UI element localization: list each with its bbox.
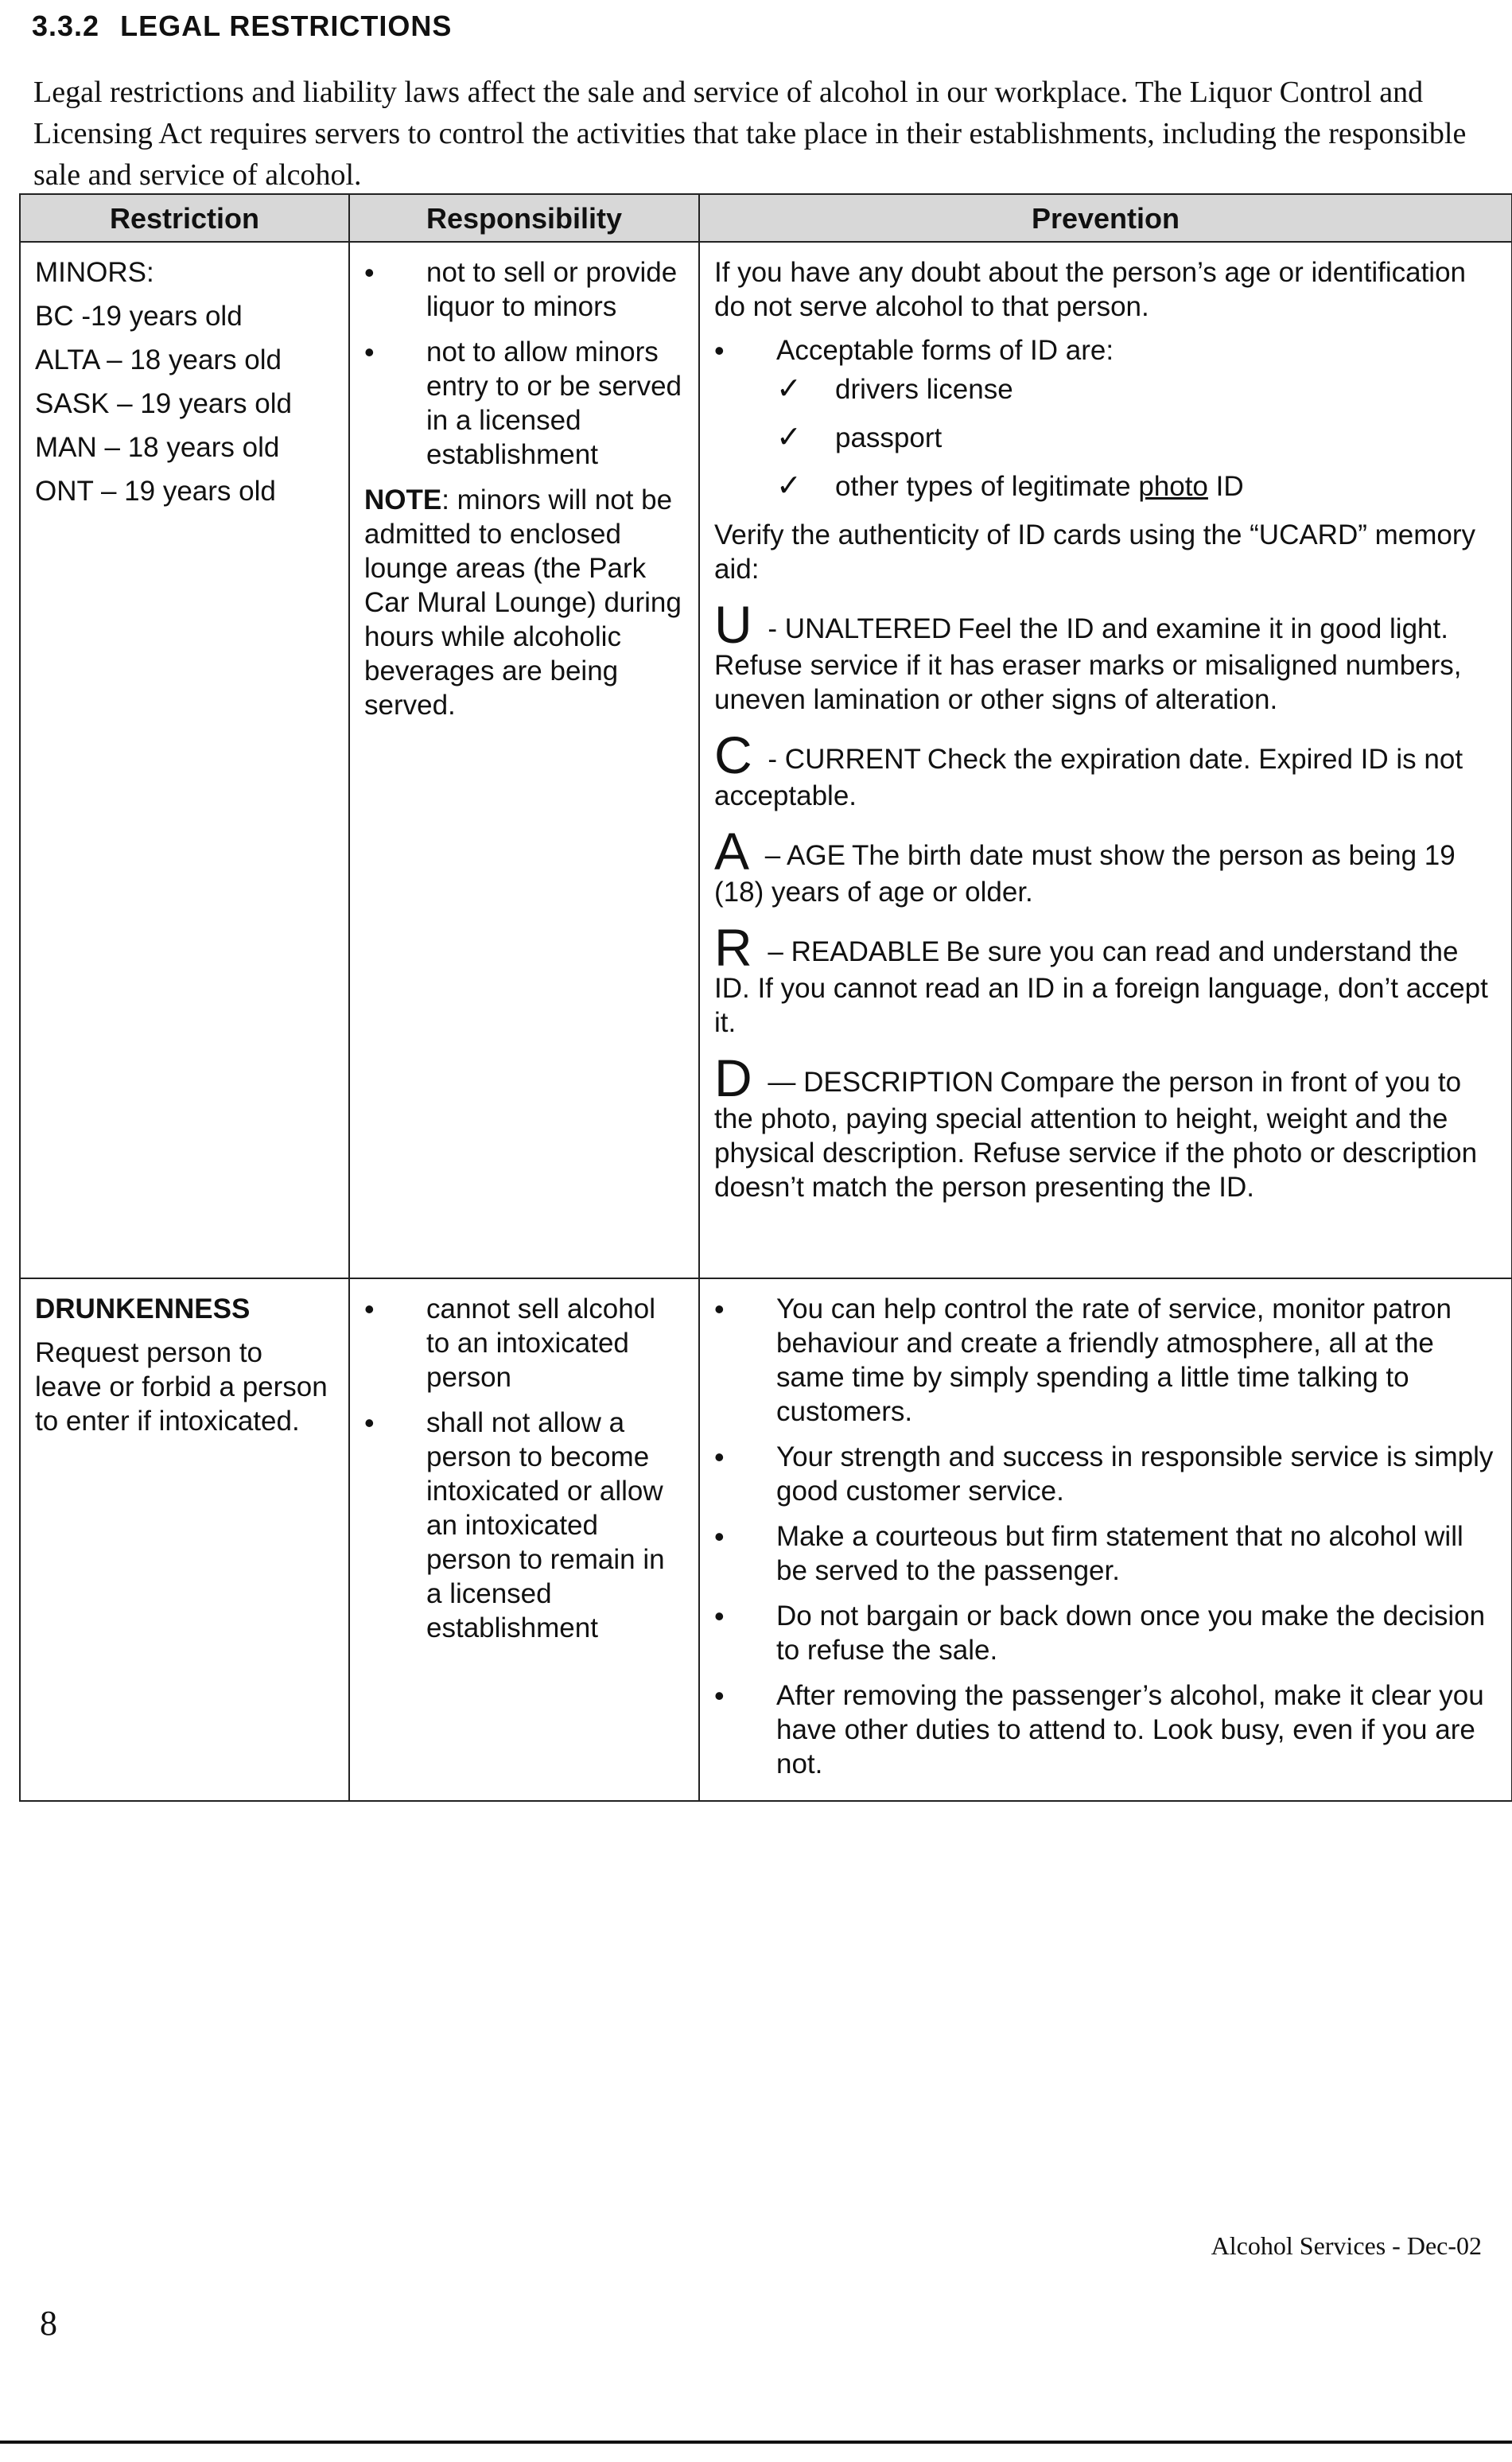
ucard-key: CURRENT [784,744,921,775]
minors-label: MINORS: [35,257,154,288]
ucard-key: UNALTERED [784,613,952,644]
list-item: • not to sell or provide liquor to minors [364,255,684,324]
minors-note [364,483,684,722]
drunkenness-restriction-cell [20,1278,349,1801]
id-forms-list [776,372,1497,504]
check-icon: ✓ [776,469,802,503]
header-prevention: Prevention [699,194,1512,242]
ucard-text: The birth date must show the person as being 19 (18) years of age or older. [714,840,1456,908]
age-bc: BC -19 years old [35,301,243,332]
list-item: • Make a courteous but firm statement that no alcohol will be served to the passenger. [714,1519,1497,1588]
age-alta: ALTA – 18 years old [35,344,282,375]
ucard-letter: A [714,822,750,881]
list-item: • cannot sell alcohol to an intoxicated person [364,1292,684,1394]
ucard-description: D — DESCRIPTION Compare the person in front of you to the photo, paying special attention to height, weight and the physical description. Refuse service if the photo or description doesn’t match the person presenting the ID. [714,1048,1478,1203]
restrictions-table [19,193,1512,1802]
ucard-text: Be sure you can read and understand the ID. If you cannot read an ID in a foreign language, don’t accept it. [714,936,1488,1038]
age-ont: ONT – 19 years old [35,476,276,507]
ucard-text: Check the expiration date. Expired ID is not acceptable. [714,744,1463,811]
list-item: ✓ passport [776,421,943,454]
list-item: ✓ other types of legitimate photo ID [776,469,1244,503]
bottom-divider [0,2441,1512,2444]
ucard-age: A – AGE The birth date must show the person as being 19 (18) years of age or older. [714,822,1456,908]
intro-paragraph: Legal restrictions and liability laws affect the sale and service of alcohol in our workplace. The Liquor Control and Licensing Act requires servers to control the activities that take place in their establishments, including the responsible sale and service of alcohol. [33,76,1467,192]
ucard-text: Compare the person in front of you to the photo, paying special attention to height, weight and the physical description. Refuse service if the photo or description doesn’t match the person presenting the ID. [714,1067,1478,1203]
table-header-row [20,194,1512,242]
table-row-drunkenness [20,1278,1512,1801]
drunkenness-responsibility-list [364,1292,684,1645]
list-item: • You can help control the rate of service, monitor patron behaviour and create a friendly atmosphere, all at the same time by simply spending a little time talking to customers. [714,1292,1497,1429]
minors-restriction-cell [20,242,349,1278]
list-item: • shall not allow a person to become intoxicated or allow an intoxicated person to remain in a licensed establishment [364,1406,684,1645]
header-responsibility: Responsibility [349,194,699,242]
page-number: 8 [40,2304,57,2343]
id-doubt-text: If you have any doubt about the person’s age or identification do not serve alcohol to that person. [714,257,1467,322]
minors-responsibility-list [364,255,684,472]
list-item: • not to allow minors entry to or be served in a licensed establishment [364,335,684,472]
ucard-intro: Verify the authenticity of ID cards using the “UCARD” memory aid: [714,519,1476,585]
ucard-readable: R – READABLE Be sure you can read and understand the ID. If you cannot read an ID in a foreign language, don’t accept it. [714,918,1488,1038]
ucard-key: AGE [787,840,845,871]
check-icon: ✓ [776,372,802,406]
list-item: • Do not bargain or back down once you make the decision to refuse the sale. [714,1599,1497,1667]
id-intro-list [714,333,1497,368]
list-item: • Acceptable forms of ID are: [714,333,1497,368]
list-item: • After removing the passenger’s alcohol, make it clear you have other duties to attend to. Look busy, even if you are not. [714,1678,1497,1781]
drunkenness-prevention-cell [699,1278,1512,1801]
minors-responsibility-cell [349,242,699,1278]
header-restriction: Restriction [20,194,349,242]
ucard-current: C - CURRENT Check the expiration date. Expired ID is not acceptable. [714,725,1463,811]
ucard-letter: C [714,725,752,784]
photo-underlined: photo [1138,471,1208,502]
section-heading [32,10,452,43]
list-item: ✓ drivers license [776,372,1013,406]
age-man: MAN – 18 years old [35,432,280,463]
ucard-unaltered: U - UNALTERED Feel the ID and examine it in good light. Refuse service if it has eraser marks or misaligned numbers, uneven lamination or other signs of alteration. [714,595,1462,715]
section-title: LEGAL RESTRICTIONS [120,10,453,42]
minors-prevention-cell [699,242,1512,1278]
drunkenness-title: DRUNKENNESS [35,1293,251,1324]
section-number: 3.3.2 [32,10,100,42]
drunkenness-responsibility-cell [349,1278,699,1801]
ucard-letter: D [714,1048,752,1107]
ucard-letter: U [714,595,752,654]
ucard-letter: R [714,918,752,977]
list-item: • Your strength and success in responsible service is simply good customer service. [714,1440,1497,1508]
table-row-minors [20,242,1512,1278]
ucard-text: Feel the ID and examine it in good light. Refuse service if it has eraser marks or misaligned numbers, uneven lamination or other signs of alteration. [714,613,1462,715]
drunkenness-prevention-list [714,1292,1497,1781]
note-label: NOTE [364,484,442,515]
check-icon: ✓ [776,421,802,454]
footer-doc-title: Alcohol Services - Dec-02 [1211,2231,1482,2260]
ucard-key: READABLE [791,936,940,967]
age-sask: SASK – 19 years old [35,388,292,419]
note-text: : minors will not be admitted to enclosed lounge areas (the Park Car Mural Lounge) during hours while alcoholic beverages are being served. [364,484,682,721]
drunkenness-restriction-text: Request person to leave or forbid a person to enter if intoxicated. [35,1337,328,1437]
ucard-key: DESCRIPTION [803,1067,994,1098]
